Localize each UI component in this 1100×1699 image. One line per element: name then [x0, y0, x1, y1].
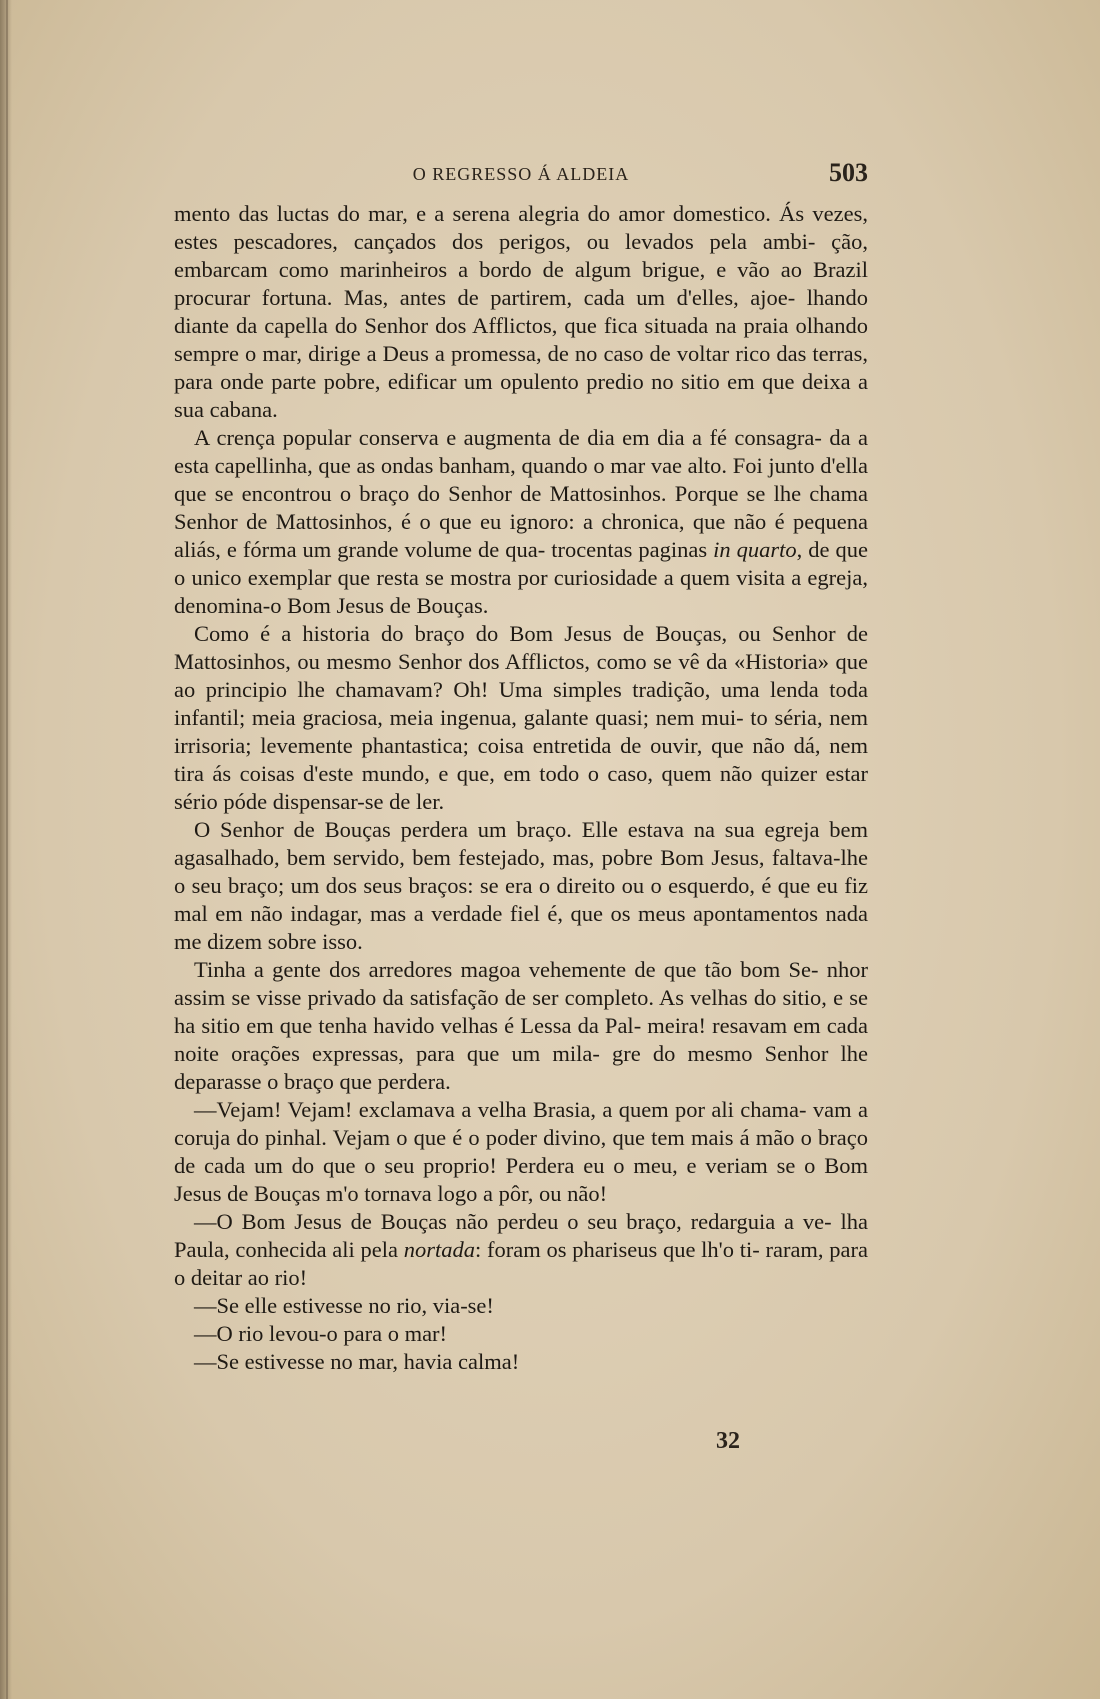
- paragraph: [174, 1320, 868, 1348]
- text-line: A crença popular conserva e augmenta de dia em dia a fé consagra-: [194, 425, 822, 450]
- text-line: mostra por curiosidade a quem visita a egreja, denomina-o Bom Jesus: [174, 565, 868, 618]
- running-title: O REGRESSO Á ALDEIA: [412, 164, 630, 184]
- paragraph: [174, 200, 868, 424]
- text-line: —O Bom Jesus de Bouças não perdeu o seu braço, redarguia a ve-: [194, 1209, 832, 1234]
- text-line: to séria, nem irrisoria; levemente phantastica; coisa entretida de: [174, 705, 869, 758]
- text-line: do sitio, e se ha sitio em que tenha havido velhas é Lessa da Pal-: [174, 985, 869, 1038]
- paragraph: [174, 424, 868, 620]
- page-header: [174, 158, 868, 192]
- text-line: vezes, estes pescadores, cançados dos perigos, ou levados pela ambi-: [174, 201, 868, 254]
- text-line: gre do mesmo Senhor lhe deparasse o braço que perdera.: [174, 1041, 868, 1094]
- text-line: praia olhando sempre o mar, dirige a Deus a promessa, de no caso: [174, 313, 868, 366]
- paragraph: [174, 816, 868, 956]
- signature-mark: 32: [716, 1428, 740, 1454]
- paragraph: [174, 1292, 868, 1320]
- text-line: Foi junto d'ella que se encontrou o braço do Senhor de Mattosinhos.: [174, 453, 869, 506]
- text-line: o caso, quem não quizer estar sério póde dispensar-se de ler.: [174, 761, 868, 814]
- text-line: raram, para o deitar ao rio!: [174, 1237, 869, 1290]
- text-line: Brazil procurar fortuna. Mas, antes de partirem, cada um d'elles, ajoe-: [174, 257, 869, 310]
- body-text: [174, 200, 868, 1376]
- text-line: predio no sitio em que deixa a sua cabana.: [174, 369, 868, 422]
- text-line: de voltar rico das terras, para onde parte pobre, edificar um opulento: [174, 341, 868, 394]
- text-line: Tinha a gente dos arredores magoa vehemente de que tão bom Se-: [194, 957, 819, 982]
- text-line: bem agasalhado, bem servido, bem festejado, mas, pobre Bom Jesus,: [174, 817, 868, 870]
- paragraph: [174, 1096, 868, 1208]
- paragraph: [174, 620, 868, 816]
- text-line: lhando diante da capella do Senhor dos Afflictos, que fica situada na: [174, 285, 869, 338]
- binding-fold: [6, 0, 8, 1699]
- paragraph: [174, 956, 868, 1096]
- text-line: e veriam se o Bom Jesus de Bouças m'o tornava logo a pôr, ou não!: [174, 1153, 869, 1206]
- text-line: toda infantil; meia graciosa, meia ingenua, galante quasi; nem mui-: [174, 677, 868, 730]
- text-line: chronica, que não é pequena aliás, e fórma um grande volume de qua-: [174, 509, 869, 562]
- text-line: meira! resavam em cada noite orações expressas, para que um mila-: [174, 1013, 868, 1066]
- paragraph: [174, 1208, 868, 1292]
- text-line: nhor assim se visse privado da satisfação de ser completo. As velhas: [174, 957, 868, 1010]
- text-line: ção, embarcam como marinheiros a bordo de algum brigue, e vão ao: [174, 229, 868, 282]
- text-line: de Bouças.: [389, 593, 489, 618]
- text-line: Mattosinhos, ou mesmo Senhor dos Afflictos, como se vê da «Historia»: [174, 649, 829, 674]
- page-number: 503: [829, 158, 868, 187]
- text-line: —Se estivesse no mar, havia calma!: [194, 1349, 520, 1374]
- text-line: —Se elle estivesse no rio, via-se!: [194, 1293, 494, 1318]
- text-line: mento das luctas do mar, e a serena alegria do amor domestico. Ás: [174, 201, 805, 226]
- text-line: Porque se lhe chama Senhor de Mattosinhos, é o que eu ignoro: a: [174, 481, 869, 534]
- text-line: —O rio levou-o para o mar!: [194, 1321, 448, 1346]
- text-line: os meus apontamentos nada me dizem sobre isso.: [174, 901, 869, 954]
- text-line: á mão o braço de cada um do que o seu proprio! Perdera eu o meu,: [174, 1125, 868, 1178]
- text-line: —Vejam! Vejam! exclamava a velha Brasia, a quem por ali chama-: [194, 1097, 807, 1122]
- text-line: faltava-lhe o seu braço; um dos seus braços: se era o direito ou o: [174, 845, 868, 898]
- paragraph: [174, 1348, 868, 1376]
- text-line: esquerdo, é que eu fiz mal em não indagar, mas a verdade fiel é, que: [174, 873, 868, 926]
- text-line: O Senhor de Bouças perdera um braço. Elle estava na sua egreja: [194, 817, 820, 842]
- text-line: vam a coruja do pinhal. Vejam o que é o poder divino, que tem mais: [174, 1097, 869, 1150]
- text-line: ouvir, que não dá, nem tira ás coisas d'este mundo, e que, em todo: [174, 733, 869, 786]
- text-line: Como é a historia do braço do Bom Jesus de Bouças, ou Senhor de: [194, 621, 868, 646]
- text-line: trocentas paginas in quarto, de que o unico exemplar que resta se: [174, 537, 868, 590]
- text-line: lha Paula, conhecida ali pela nortada: foram os phariseus que lh'o ti-: [174, 1209, 869, 1262]
- text-line: que ao principio lhe chamavam? Oh! Uma simples tradição, uma lenda: [174, 649, 868, 702]
- text-line: da a esta capellinha, que as ondas banham, quando o mar vae alto.: [174, 425, 869, 478]
